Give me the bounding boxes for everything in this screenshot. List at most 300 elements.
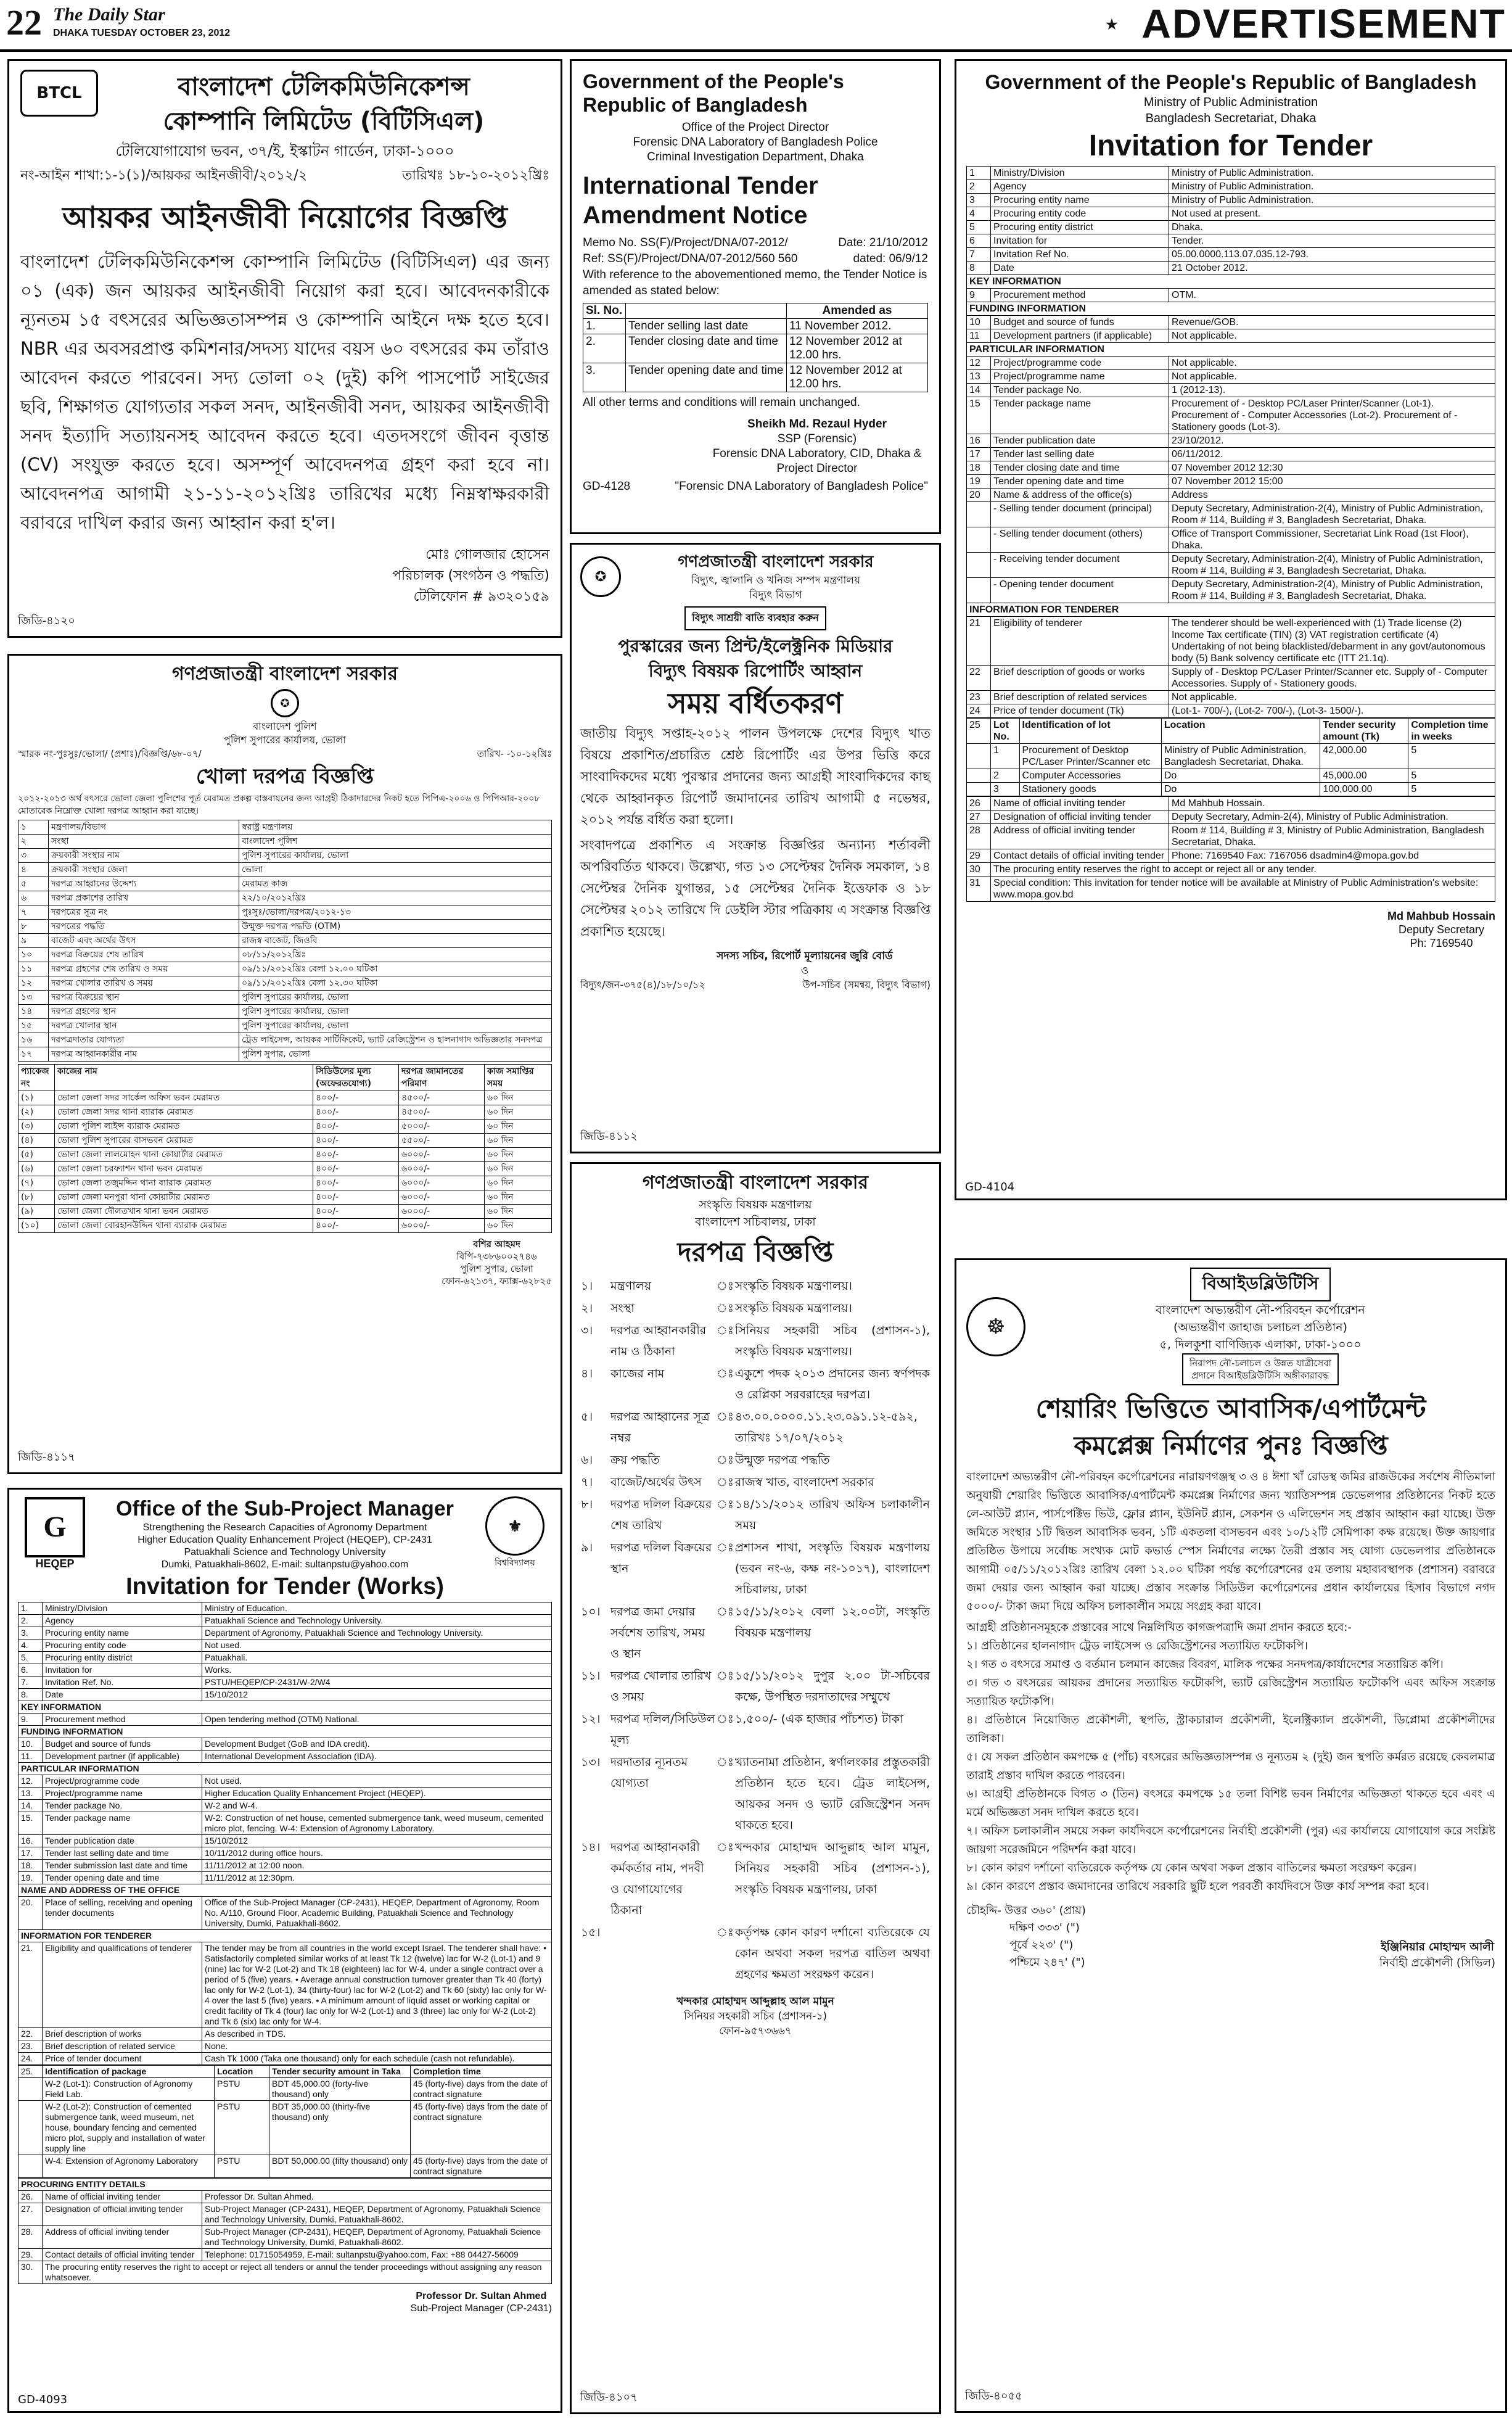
dna-signer2: SSP (Forensic) [777,432,857,445]
police-work-cell: ৪০০/- [313,1176,399,1190]
heqep-row-cell: Brief description of related service [43,2040,202,2053]
police-work-cell: ৪০০/- [313,1105,399,1120]
police-work-cell: (৪) [18,1134,55,1148]
mopa-title3: Bangladesh Secretariat, Dhaka [1145,112,1317,125]
mopa-row-cell: 27 [967,810,991,824]
biwtc-title1: বিআইডব্লিউটিসি [1190,1268,1331,1301]
mopa-lot-cell: 1 [991,744,1020,769]
mopa-row-cell: Ministry of Public Administration. [1169,194,1495,207]
police-row [18,891,552,905]
culture-label: দরপত্র দলিল/সিডিউল মূল্য [610,1712,715,1747]
mopa-row [967,207,1495,221]
heqep-row-cell: Tender package No. [43,1800,202,1812]
police-row-cell: বাংলাদেশ পুলিশ [239,835,552,849]
police-row-cell: মেরামত কাজ [239,877,552,891]
mopa-row-cell [967,527,991,553]
heqep-lot-col: Identification of package [43,2066,215,2078]
heqep-row-cell: Procuring entity code [43,1639,202,1652]
police-work-cell: ভোলা জেলা সদর থানা ব্যারাক মেরামত [55,1105,313,1120]
police-row-cell: ৯ [18,934,49,948]
police-row-cell: সংস্থা [49,835,239,849]
mopa-row-cell: - Opening tender document [991,578,1169,603]
heqep-row-cell: Higher Education Quality Enhancement Project (HEQEP). [202,1788,552,1800]
heqep-row [18,1800,552,1812]
police-row-cell: মন্ত্রণালয়/বিভাগ [49,820,239,835]
power-badge: বিদ্যুৎ সাশ্রয়ী বাতি ব্যবহার করুন [684,606,826,630]
mopa-lot-cell: 2 [991,769,1020,783]
police-work-cell: ৬০০০/- [399,1176,485,1190]
heqep-row-cell: As described in TDS. [202,2028,552,2040]
culture-title1: গণপ্রজাতন্ত্রী বাংলাদেশ সরকার [643,1172,868,1194]
biwtc-title3: (অভ্যন্তরীণ জাহাজ চলাচল প্রতিষ্ঠান) [1173,1321,1347,1334]
police-date: তারিখ- -১০-১২খ্রিঃ [477,748,552,759]
heqep-row-cell: Project/programme code [43,1775,202,1788]
mopa-row [967,167,1495,180]
police-title2: বাংলাদেশ পুলিশ [253,720,317,732]
heqep-lot-cell: W-4: Extension of Agronomy Laboratory [43,2155,215,2178]
heqep-row [18,1751,552,1763]
mopa-row-cell: Deputy Secretary, Administration-2(4), Ministry of Public Administration, Room # 114, Building # 3, Bangladesh Secretariat, Dhaka. [1169,553,1495,578]
mopa-row [967,262,1495,275]
mopa-row-section: KEY INFORMATION [967,275,1495,289]
dna-ref: Ref: SS(F)/Project/DNA/07-2012/560 560 [583,252,798,265]
mopa-row-cell: Office of Transport Commissioner, Secretariat Link Road (1st Floor), Dhaka. [1169,527,1495,553]
heqep-row-cell: Cash Tk 1000 (Taka one thousand) only for each schedule (cash not refundable). [202,2053,552,2065]
police-row-cell: ক্রয়কারী সংস্থার নাম [49,849,239,863]
police-work-cell: (৭) [18,1176,55,1190]
heqep-row-cell: 7. [18,1677,43,1689]
culture-label [610,1921,716,1986]
heqep-row-cell: 29. [18,2249,43,2261]
heqep-title3: Higher Education Quality Enhancement Project (HEQEP), CP-2431 [138,1535,432,1545]
heqep-row-cell: Telephone: 01715054959, E-mail: sultanpstu@yahoo.com, Fax: +88 04427-56009 [202,2249,552,2261]
heqep-row-num: 30. [18,2261,43,2284]
biwtc-intro: বাংলাদেশ অভ্যন্তরীণ নৌ-পরিবহন কর্পোরেশনের নারায়ণগঞ্জস্থ ৩ ও ৪ ঈশা খাঁ রোডস্থ জমির রাজউকের সর্বশেষ নীতিমালা অনুযায়ী শেয়ারিং ভিত্তিতে আবাসিক/এপার্টমেন্ট কমপ্লেক্স নির্মাণের জন্য খ্যাতিসম্পন্ন ডেভেলপার প্রতিষ্ঠানের নিকট হতে লে-আউট প্ল্যান, পার্সপেক্টিভ ভিউ, ফ্লোর প্ল্যান, ইউনিট প্ল্যান, সেকশন ও এলিভেশন সহ প্রস্তাব আহ্বান করা যাচ্ছে। উক্ত জমিতে সংস্থার ১টি দ্বিতল আবাসিক ভবন, ১টি একতলা বাসভবন এবং ১০/১২টি সেমিপাকা কক্ষ রয়েছে। উক্ত জায়গার প্রতিষ্ঠিত উপায়ে সর্বোচ্চ সংখ্যক মোট কভার্ড স্পেস নির্মাণের লক্ষ্যে তৈরী প্রস্তাব সহ যোগ্য ডেভেলপার প্রতিষ্ঠানকে আগামী ০৫/১১/২০১২খ্রিঃ তারিখ বেলা ১২.০০ ঘটিকা পর্যন্ত কর্পোরেশনের ৫ম তলায় মহাব্যবস্থাপক (প্রশাসন) বরাবরে জমা দেয়ার জন্য আহ্বান করা যাচ্ছে। প্রস্তাব সংক্রান্ত সিডিউল কর্পোরেশনের প্রধান কার্যালয়ের হিসাব বিভাগে নগদ ৫০০০/- টাকা জমা দিয়ে অফিস চলাকালীন সময়ে সংগ্রহ করা যাবে। [966,1470,1495,1613]
mopa-row-cell: 2 [967,180,991,194]
heqep-row-cell: 15. [18,1812,43,1835]
heqep-row-cell: Procuring entity district [43,1652,202,1664]
dna-gd: GD-4128 [583,480,631,493]
heqep-row-cell: 17. [18,1847,43,1860]
heqep-row [18,2226,552,2249]
heqep-headline: Invitation for Tender (Works) [126,1573,444,1599]
dna-lab: "Forensic DNA Laboratory of Bangladesh Police" [675,480,928,493]
heqep-row-cell: 14. [18,1800,43,1812]
mopa-row-cell: 19 [967,475,991,489]
mopa-row-cell: 21 October 2012. [1169,262,1495,275]
biwtc-condition: ৫। যে সকল প্রতিষ্ঠান কমপক্ষে ৫ (পাঁচ) বৎসরের অভিজ্ঞতাসম্পন্ন ও নূন্যতম ২ (দুই) জন স্থপতি কর্মরত রয়েছে কেবলমাত্র তারাই প্রস্তাব দাখিল করতে পারবেন। [966,1751,1495,1782]
police-row-cell: পুঃসুঃ/ভোলা/দরপত্র/২০১২-১৩ [239,905,552,920]
mopa-row-cell: Address [1169,489,1495,502]
heqep-row [18,1788,552,1800]
police-work-cell: ভোলা জেলা মনপুরা থানা কোয়ার্টার মেরামত [55,1190,313,1205]
heqep-row-cell: Designation of official inviting tender [43,2203,202,2226]
heqep-row-cell: PSTU/HEQEP/CP-2431/W-2/W4 [202,1677,552,1689]
mopa-row-cell: Tender package name [991,397,1169,434]
biwtc-ad [955,1258,1507,2413]
biwtc-condition: ২। গত ৩ বৎসরে সমাপ্ত ও বর্তমান চলমান কাজের বিবরণ, মালিক পক্ষের সনদপত্র/কার্যাদেশের সত্যায়িত কপি। [966,1658,1444,1671]
culture-value: রাজস্ব খাত, বাংলাদেশ সরকার [734,1475,874,1489]
biwtc-gd: জিডি-৪০৫৫ [965,2390,1022,2402]
dna-row-cell: Tender selling last date [626,319,787,334]
police-row-cell: ক্রয়কারী সংস্থার জেলা [49,863,239,877]
heqep-signer: Professor Dr. Sultan Ahmed [416,2291,547,2301]
mopa-row [967,434,1495,448]
dna-ref-date: dated: 06/9/12 [853,252,928,265]
heqep-row [18,2028,552,2040]
police-work-cell: ৬০ দিন [485,1091,552,1105]
biwtc-headline2: কমপ্লেক্স নির্মাণের পুনঃ বিজ্ঞপ্তি [1074,1430,1388,1461]
heqep-row-cell: None. [202,2040,552,2053]
dna-row-cell: 11 November 2012. [787,319,928,334]
police-work-row [18,1134,552,1148]
heqep-row-cell: Name of official inviting tender [43,2191,202,2203]
culture-value: কর্তৃপক্ষ কোন কারণ দর্শানো ব্যতিরেকে যে কোন অথবা সকল দরপত্র বাতিল অথবা গ্রহণের ক্ষমতা সংরক্ষণ করেন। [734,1926,930,1981]
police-work-cell: ৬০০০/- [399,1219,485,1233]
heqep-row-cell: 15/10/2012 [202,1835,552,1847]
police-emblem-icon: ✪ [271,689,299,717]
culture-gd: জিডি-৪১০৭ [580,2391,638,2404]
heqep-row-cell: Sub-Project Manager (CP-2431), HEQEP, Department of Agronomy, Patuakhali Science and Technology University, Dumki, Patuakhali-8602. [202,2226,552,2249]
heqep-row-cell: 6. [18,1664,43,1677]
mopa-row-cell: Supply of - Desktop PC/Laser Printer/Scanner etc. Supply of - Computer Accessories. Supply of - Stationery goods. [1169,666,1495,691]
heqep-lot-col: Completion time [411,2066,552,2078]
heqep-row-cell: 13. [18,1788,43,1800]
mopa-row-cell: Contact details of official inviting tender [991,849,1169,863]
mopa-lot-col: Completion time in weeks [1408,719,1495,744]
police-row-cell: ৪ [18,863,49,877]
heqep-row-cell: 3. [18,1627,43,1639]
mopa-row-cell: Revenue/GOB. [1169,316,1495,329]
btcl-body: বাংলাদেশ টেলিকমিউনিকেশন্স কোম্পানি লিমিটেড (বিটিসিএল) এর জন্য ০১ (এক) জন আয়কর আইনজীবী নিয়োগ করা হবে। আবেদনকারীকে ন্যূনতম ১৫ বৎসরের অভিজ্ঞতাসম্পন্ন ও কোম্পানি আইনে দক্ষ হতে হবে। NBR এর অবসরপ্রাপ্ত কমিশনার/সদস্য যাদের বয়স ৬০ বৎসরের কম তাঁরাও আবেদন করতে পারবেন। সদ্য তোলা ০২ (দুই) কপি পাসপোর্ট সাইজের ছবি, শিক্ষাগত যোগ্যতার সকল সনদ, আইনজীবী সনদ, আয়কর আইনজীবী সনদ ইত্যাদি সত্যায়নসহ আবেদন করতে হবে। এতদসংগে জীবন বৃত্তান্ত (CV) সংযুক্ত করতে হবে। অসম্পূর্ণ আবেদনপত্র গ্রহণ করা হবে না। আবেদনপত্র আগামী ২১-১১-২০১২খ্রিঃ তারিখের মধ্যে নিম্নস্বাক্ষরকারী বরাবরে দাখিল করার জন্য আহ্বান করা হ'ল। [20,251,549,533]
police-signer-office: পুলিশ সুপার, ভোলা [460,1263,533,1274]
mopa-row-cell: Phone: 7169540 Fax: 7167056 dsadmin4@mopa.gov.bd [1169,849,1495,863]
mopa-row-cell: 28 [967,824,991,849]
police-phone: ফোন-৬২১৩৭, ফ্যাক্স-৬২৮২৫ [442,1276,552,1287]
mopa-lot-cell: Procurement of Desktop PC/Laser Printer/Scanner etc [1019,744,1161,769]
culture-value: সিনিয়র সহকারী সচিব (প্রশাসন-১), সংস্কৃতি বিষয়ক মন্ত্রণালয়। [734,1324,930,1358]
police-row [18,835,552,849]
mopa-row-cell: Project/programme name [991,370,1169,384]
heqep-row-cell: Not used. [202,1775,552,1788]
culture-label: দরপত্র জমা দেয়ার সর্বশেষ তারিখ, সময় ও স্থান [610,1605,705,1660]
heqep-row-cell: 26. [18,2191,43,2203]
police-works-table [18,1064,552,1233]
culture-phone: ফোন-৯৫৭৩৬৬৭ [719,2025,792,2037]
police-table [18,820,552,1062]
police-row-cell: পুলিশ সুপারের কার্যালয়, ভোলা [239,991,552,1005]
police-row-cell: উন্মুক্ত দরপত্র পদ্ধতি (OTM) [239,920,552,934]
police-work-cell: (১) [18,1091,55,1105]
mopa-row-cell: Procuring entity code [991,207,1169,221]
heqep-row-cell: 10/11/2012 during office hours. [202,1847,552,1860]
heqep-lot-cell: PSTU [215,2078,269,2101]
heqep-row-cell: 15/10/2012 [202,1689,552,1701]
police-row-cell: ৩ [18,849,49,863]
mopa-row-cell: Ministry of Public Administration. [1169,180,1495,194]
mopa-row-cell: 29 [967,849,991,863]
police-signer: বশির আহমদ [473,1239,520,1250]
police-row-cell: ১৪ [18,1005,49,1019]
heqep-row-cell: 11/11/2012 at 12:30pm. [202,1872,552,1884]
biwtc-condition: ৬। আগ্রহী প্রতিষ্ঠানকে বিগত ৩ (তিন) বৎসরে কমপক্ষে ১৫ তলা বিশিষ্ট ভবন নির্মাণের অভিজ্ঞতা থাকতে হবে এবং এ মর্মে অভিজ্ঞতা সনদ দাখিল করতে হবে। [966,1788,1495,1819]
mopa-row [967,234,1495,248]
power-title3: বিদ্যুৎ বিভাগ [749,589,802,601]
mopa-row [967,329,1495,343]
police-row [18,1047,552,1062]
mopa-row-cell: Room # 114, Building # 3, Ministry of Public Administration, Bangladesh Secretariat, Dhaka. [1169,824,1495,849]
dna-memo: Memo No. SS(F)/Project/DNA/07-2012/ [583,236,788,249]
dna-col: Sl. No. [583,303,626,319]
police-work-col: কাজ সমাপ্তির সময় [485,1065,552,1091]
heqep-row-cell: Office of the Sub-Project Manager (CP-2431), HEQEP, Department of Agronomy, Room No. A/110, Ground Floor, Academic Building, Patuakhali Science and Technology University, Dumki, Patuakhali-8602. [202,1897,552,1930]
mopa-row-cell [967,502,991,527]
heqep-row [18,1860,552,1872]
police-gd: জিডি-৪১১৭ [18,1451,75,1464]
mopa-row-cell: Deputy Secretary, Administration-2(4), Ministry of Public Administration, Room # 114, Building # 3, Bangladesh Secretariat, Dhaka. [1169,578,1495,603]
heqep-row-cell: Development partner (if applicable) [43,1751,202,1763]
culture-signer-title: সিনিয়র সহকারী সচিব (প্রশাসন-১) [683,2010,828,2023]
culture-value: ৪৩.০০.০০০০.১১.২৩.০৯১.১২-৫৯২, তারিখঃ ১৭/০৭/২০১২ [734,1410,918,1445]
heqep-row-section: PROCURING ENTITY DETAILS [18,2179,552,2191]
culture-value: একুশে পদক ২০১৩ প্রদানের জন্য স্বর্ণপদক ও রেপ্লিকা সরবরাহের দরপত্র। [734,1367,930,1401]
heqep-row-cell: The tender may be from all countries in the world except Israel. The tenderer shall have: • Satisfactorily completed similar works of at least Tk 12 (twelve) lac for W-2 (Lot-1) and 9 (nine) lac for W-2 (Lot-2) and Tk 18 (eighteen) lac for W-4, under a single contract over a period of 5 (five) years. • Average annual construction turnover greater than Tk 40 (forty) lac only for W-2 (Lot-1), 34 (thirty-four) lac for W-2 (Lot-2) and Tk 60 (sixty) lac only for W-4 over the last 5 (five) years. • A minimum amount of liquid asset or working capital or credit facility of Tk 4 (four) lac only for W-2 (Lot-1) and 3 (three) lac only for W-2 (Lot-2) and Tk 6 (six) lac only for W-4. [202,1942,552,2028]
police-row [18,948,552,962]
police-row-cell: ৭ [18,905,49,920]
police-row-cell: ০৯/১১/২০১২খ্রিঃ বেলা ১২.০০ ঘটিকা [239,962,552,976]
heqep-row [18,1942,552,2028]
mopa-row [967,461,1495,475]
mopa-row [967,553,1495,578]
culture-value: সংস্কৃতি বিষয়ক মন্ত্রণালয়। [734,1279,852,1293]
police-row [18,934,552,948]
police-work-cell: ৬০০০/- [399,1162,485,1176]
mopa-row [967,289,1495,302]
mopa-row [967,248,1495,262]
mopa-row-cell: Project/programme code [991,357,1169,370]
heqep-row-cell: 11. [18,1751,43,1763]
mopa-row-cell: 3 [967,194,991,207]
police-work-col: কাজের নাম [55,1065,313,1091]
biwtc-boundary: চৌহদ্দি- উত্তর ৩৬০' (প্রায়) [966,1904,1086,1917]
police-memo: স্মারক নং-পুঃসুঃ/ভোলা/ (প্রশাঃ)/বিজ্ঞপ্তি/৬৮-০৭/ [18,748,202,759]
dna-signer4: Project Director [776,462,858,475]
mopa-row-cell: Not applicable. [1169,329,1495,343]
police-work-row [18,1091,552,1105]
dna-date: Date: 21/10/2012 [838,236,928,249]
dna-note: All other terms and conditions will remain unchanged. [583,396,860,409]
heqep-lot-cell: PSTU [215,2101,269,2155]
culture-num: ১৪। [581,1841,601,1854]
mopa-row [967,384,1495,397]
dna-intro: With reference to the abovementioned memo, the Tender Notice is amended as stated below: [583,268,927,297]
culture-num: ১০। [581,1605,601,1619]
mopa-row-cell: Not used at present. [1169,207,1495,221]
police-work-row [18,1176,552,1190]
mopa-row-cell: Eligibility of tenderer [991,617,1169,666]
heqep-lot-cell: 45 (forty-five) days from the date of contract signature [411,2101,552,2155]
heqep-table2 [18,2178,552,2284]
police-work-col: দরপত্র জামানতের পরিমাণ [399,1065,485,1091]
heqep-row-cell: Open tendering method (OTM) National. [202,1714,552,1726]
mopa-row-cell: 10 [967,316,991,329]
mopa-row-cell: Invitation for [991,234,1169,248]
police-work-cell: ৬০ দিন [485,1134,552,1148]
heqep-row [18,1664,552,1677]
police-work-cell: ৪৫০০/- [399,1091,485,1105]
police-work-row [18,1190,552,1205]
heqep-row-cell: Not used. [202,1639,552,1652]
culture-title3: বাংলাদেশ সচিবালয়, ঢাকা [695,1215,816,1229]
police-work-cell: ৬০ দিন [485,1190,552,1205]
btcl-ad [7,59,562,638]
dna-row-cell: 12 November 2012 at 12.00 hrs. [787,334,928,363]
police-work-cell: ৬০ দিন [485,1176,552,1190]
masthead [0,0,1512,52]
mopa-row [967,397,1495,434]
mopa-row-section: INFORMATION FOR TENDERER [967,603,1495,617]
culture-num: ৯। [581,1541,593,1554]
mopa-headline: Invitation for Tender [1088,130,1373,162]
power-ref: বিদ্যুৎ/জন-৩৭৫(৪)/১৮/১০/১২ [580,979,705,991]
heqep-logo-text: HEQEP [35,1557,75,1570]
mopa-row-cell: 05.00.0000.113.07.035.12-793. [1169,248,1495,262]
police-work-cell: ভোলা পুলিশ সুপারের বাসভবন মেরামত [55,1134,313,1148]
heqep-lot-cell: W-2 (Lot-2): Construction of cemented submergence tank, weed museum, net house, boundary fencing and cemented micro plot, supply and installation of water supply line [43,2101,215,2155]
mopa-row-cell: 21 [967,617,991,666]
mopa-title2: Ministry of Public Administration [1143,96,1318,109]
mopa-row-cell: Tender opening date and time [991,475,1169,489]
culture-row: ৩। দরপত্র আহ্বানকারীর নাম ও ঠিকানা ঃ সিনিয়র সহকারী সচিব (প্রশাসন-১), সংস্কৃতি বিষয়ক মন্ত্রণালয়। [580,1319,931,1363]
heqep-row [18,1652,552,1664]
culture-num: ১৫। [581,1926,601,1939]
police-title3: পুলিশ সুপারের কার্যালয়, ভোলা [224,734,346,746]
police-row-cell: ১৩ [18,991,49,1005]
mopa-row-cell: - Receiving tender document [991,553,1169,578]
mopa-row-cell: 1 (2012-13). [1169,384,1495,397]
police-work-cell: ভোলা জেলা সদর সার্কেল অফিস ভবন মেরামত [55,1091,313,1105]
police-work-cell: (২) [18,1105,55,1120]
police-work-row [18,1219,552,1233]
dna-office3: Criminal Investigation Department, Dhaka [647,151,864,163]
heqep-row-cell: 27. [18,2203,43,2226]
heqep-row-cell: 24. [18,2053,43,2065]
mopa-row-cell: 20 [967,489,991,502]
heqep-row-cell: Address of official inviting tender [43,2226,202,2249]
mopa-row-cell: Tender package No. [991,384,1169,397]
police-row-cell: ০৮/১১/২০১২খ্রিঃ [239,948,552,962]
police-work-col: প্যাকেজ নং [18,1065,55,1091]
police-work-cell: ৬০০০/- [399,1205,485,1219]
mopa-row-cell: 13 [967,370,991,384]
dna-office2: Forensic DNA Laboratory of Bangladesh Police [633,136,878,149]
biwtc-cond-title: আগ্রহী প্রতিষ্ঠানসমূহকে প্রস্তাবের সাথে নিম্নলিখিত কাগজপত্রাদি জমা প্রদান করতে হবে:- [966,1621,1352,1634]
mopa-lot-row [967,744,1495,769]
heqep-title4: Patuakhali Science and Technology University [184,1547,386,1557]
mopa-lot-cell: 42,000.00 [1320,744,1408,769]
culture-row: ৬। ক্রয় পদ্ধতি ঃ উন্মুক্ত দরপত্র পদ্ধতি [580,1449,931,1471]
heqep-row-section: FUNDING INFORMATION [18,1726,552,1738]
mopa-lot-col: Tender security amount (Tk) [1320,719,1408,744]
heqep-row [18,1639,552,1652]
dna-ad [570,59,941,534]
police-row [18,849,552,863]
police-row-cell: দরপত্রদাতার যোগ্যতা [49,1033,239,1047]
heqep-row-cell: Ministry/Division [43,1602,202,1615]
mopa-row-cell: Not applicable. [1169,370,1495,384]
police-row-cell: পুলিশ সুপার, ভোলা [239,1047,552,1062]
police-work-cell: ভোলা জেলা তজুমদ্দিন থানা ব্যারাক মেরামত [55,1176,313,1190]
police-row-cell: দরপত্র বিক্রয়ের স্থান [49,991,239,1005]
dna-row [583,334,928,363]
dna-headline1: International Tender [583,172,818,199]
police-row-cell: ৮ [18,920,49,934]
biwtc-conditions [966,1637,1495,1896]
heqep-gd: GD-4093 [18,2393,68,2406]
police-work-cell: ৬০ দিন [485,1219,552,1233]
police-row-cell: দরপত্র বিক্রয়ের শেষ তারিখ [49,948,239,962]
culture-label: কাজের নাম [610,1367,665,1380]
mopa-row-num: 31 [967,876,991,902]
police-intro: ২০১২-২০১৩ অর্থ বৎসরে ভোলা জেলা পুলিশের পূর্ত মেরামত প্রকল্প বাস্তবায়নের জন্য আগ্রহী ঠিকাদারদের নিকট হতে পিপিএ-২০০৬ ও পিপিআর-২০০৮ মোতাবেক নিম্নোক্ত খোলা দরপত্র আহ্বান করা যাচ্ছে। [18,794,540,816]
heqep-lot-cell: BDT 50,000.00 (fifty thousand) only [269,2155,411,2178]
culture-label: দরদাতার ন্যূনতম যোগ্যতা [610,1755,688,1790]
heqep-row-cell: Date [43,1689,202,1701]
heqep-row-section: PARTICULAR INFORMATION [18,1763,552,1775]
mopa-row [967,691,1495,704]
section-title: ADVERTISEMENT [1141,1,1506,46]
heqep-row-cell: Place of selling, receiving and opening tender documents [43,1897,202,1930]
heqep-lot-cell: BDT 35,000.00 (thirty-five thousand) only [269,2101,411,2155]
heqep-row-cell: Brief description of works [43,2028,202,2040]
police-work-cell: ভোলা জেলা বোরহানউদ্দিন থানা ব্যারাক মেরামত [55,1219,313,1233]
mopa-lot-cell: 5 [1408,769,1495,783]
power-sig1: সদস্য সচিব, রিপোর্ট মূল্যায়নের জুরি বোর্ড [717,950,893,962]
heqep-row [18,1884,552,1897]
heqep-lot-row [18,2078,552,2101]
police-row [18,920,552,934]
mopa-row-cell: - Selling tender document (others) [991,527,1169,553]
dna-col [626,303,787,319]
police-row-cell: পুলিশ সুপারের কার্যালয়, ভোলা [239,1005,552,1019]
culture-row: ২। সংস্থা ঃ সংস্কৃতি বিষয়ক মন্ত্রণালয়। [580,1297,931,1319]
mopa-table2 [966,796,1495,902]
heqep-row [18,1835,552,1847]
culture-value: উন্মুক্ত দরপত্র পদ্ধতি [734,1453,830,1467]
mopa-row-cell: Budget and source of funds [991,316,1169,329]
culture-num: ৭। [581,1475,593,1489]
paper-name: The Daily Star [53,4,165,25]
heqep-title1: Office of the Sub-Project Manager [116,1497,454,1520]
biwtc-boundary: দক্ষিণ ৩৩৩' (") [1009,1921,1080,1934]
heqep-row-cell: Tender package name [43,1812,202,1835]
police-work-cell: ৪৫০০/- [399,1105,485,1120]
police-row-cell: ৫ [18,877,49,891]
heqep-row-cell: 19. [18,1872,43,1884]
heqep-row [18,1602,552,1615]
heqep-row-cell: Professor Dr. Sultan Ahmed. [202,2191,552,2203]
biwtc-badge1: নিরাপদ নৌ-চলাচল ও উন্নত যাত্রীসেবা [1189,1358,1332,1369]
culture-label: দরপত্র দলিল বিক্রয়ের স্থান [610,1541,712,1575]
police-row-cell: স্বরাষ্ট্র মন্ত্রণালয় [239,820,552,835]
police-work-cell: (১০) [18,1219,55,1233]
culture-num: ১। [581,1279,593,1293]
mopa-row-cell: Dhaka. [1169,221,1495,234]
mopa-row-cell: 5 [967,221,991,234]
power-p2: সংবাদপত্রে প্রকাশিত এ সংক্রান্ত বিজ্ঞপ্তির অন্যান্য শর্তাবলী অপরিবর্তিত থাকবে। উল্লেখ্য, গত ১৩ সেপ্টেম্বর দৈনিক সমকাল, ১৪ সেপ্টেম্বর দৈনিক যুগান্তর, ১৫ সেপ্টেম্বর দৈনিক ইত্তেফাক ও ১৮ সেপ্টেম্বর ২০১২ তারিখে দি ডেইলি স্টার পত্রিকায় এ সংক্রান্ত বিজ্ঞপ্তি প্রকাশিত হয়েছে। [580,838,931,939]
police-work-cell: (৯) [18,1205,55,1219]
heqep-row [18,1738,552,1751]
